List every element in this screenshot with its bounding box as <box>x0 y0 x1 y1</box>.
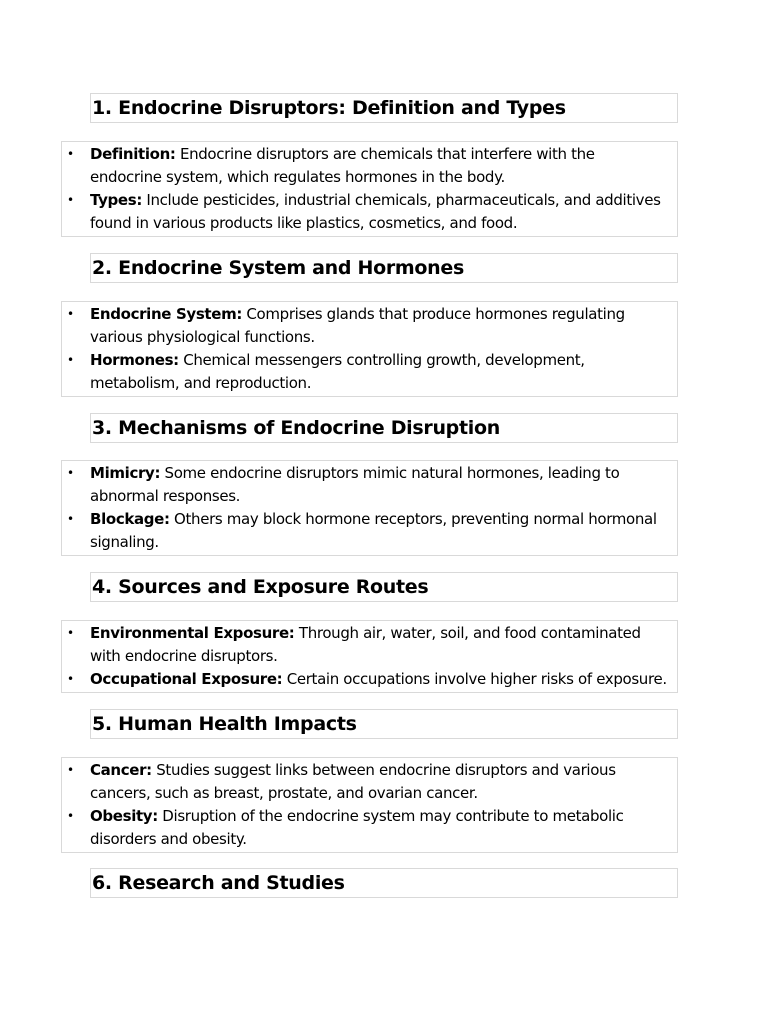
item-text-continued: metabolism, and reproduction. <box>90 374 312 392</box>
section-1-heading <box>90 93 678 123</box>
item-term: Endocrine System: <box>90 305 243 323</box>
item-term: Obesity: <box>90 807 158 825</box>
bullet-icon: • <box>67 307 74 321</box>
section-2-heading <box>90 253 678 283</box>
section-2-list <box>61 301 678 397</box>
list-item <box>62 759 677 805</box>
section-4-list <box>61 620 678 693</box>
section-heading-text: 4. Sources and Exposure Routes <box>92 575 429 598</box>
list-item <box>62 622 677 668</box>
list-item <box>62 462 677 508</box>
bullet-icon: • <box>67 763 74 777</box>
bullet-icon: • <box>67 809 74 823</box>
list-item <box>62 508 677 554</box>
item-text: Some endocrine disruptors mimic natural hormones, leading to <box>160 464 620 482</box>
section-1-list <box>61 141 678 237</box>
item-term: Types: <box>90 191 142 209</box>
bullet-icon: • <box>67 626 74 640</box>
item-term: Hormones: <box>90 351 179 369</box>
bullet-icon: • <box>67 193 74 207</box>
item-text-continued: signaling. <box>90 533 159 551</box>
list-item <box>62 303 677 349</box>
item-text-continued: cancers, such as breast, prostate, and ovarian cancer. <box>90 784 478 802</box>
list-item <box>62 143 677 189</box>
item-text-continued: disorders and obesity. <box>90 830 247 848</box>
bullet-icon: • <box>67 672 74 686</box>
item-text-continued: with endocrine disruptors. <box>90 647 278 665</box>
section-6-heading <box>90 868 678 898</box>
section-3-heading <box>90 413 678 443</box>
bullet-icon: • <box>67 147 74 161</box>
section-5-list <box>61 757 678 853</box>
list-item <box>62 349 677 395</box>
section-3-list <box>61 460 678 556</box>
list-item <box>62 189 677 235</box>
item-text: Others may block hormone receptors, preventing normal hormonal <box>169 510 657 528</box>
item-term: Environmental Exposure: <box>90 624 295 642</box>
item-text: Include pesticides, industrial chemicals, pharmaceuticals, and additives <box>141 191 661 209</box>
bullet-icon: • <box>67 353 74 367</box>
item-term: Definition: <box>90 145 176 163</box>
item-text-continued: abnormal responses. <box>90 487 241 505</box>
item-text-continued: found in various products like plastics, cosmetics, and food. <box>90 214 518 232</box>
item-term: Blockage: <box>90 510 170 528</box>
item-text: Through air, water, soil, and food contaminated <box>294 624 641 642</box>
item-term: Cancer: <box>90 761 152 779</box>
item-text-continued: various physiological functions. <box>90 328 315 346</box>
item-term: Mimicry: <box>90 464 161 482</box>
section-heading-text: 3. Mechanisms of Endocrine Disruption <box>92 416 500 439</box>
item-term: Occupational Exposure: <box>90 670 283 688</box>
list-item <box>62 668 677 691</box>
section-heading-text: 1. Endocrine Disruptors: Definition and Types <box>92 96 566 119</box>
item-text-continued: endocrine system, which regulates hormones in the body. <box>90 168 505 186</box>
list-item <box>62 805 677 851</box>
bullet-icon: • <box>67 466 74 480</box>
item-text: Studies suggest links between endocrine disruptors and various <box>151 761 616 779</box>
section-heading-text: 6. Research and Studies <box>92 871 345 894</box>
bullet-icon: • <box>67 512 74 526</box>
item-text: Comprises glands that produce hormones regulating <box>242 305 625 323</box>
section-4-heading <box>90 572 678 602</box>
section-heading-text: 5. Human Health Impacts <box>92 712 357 735</box>
item-text: Certain occupations involve higher risks of exposure. <box>282 670 667 688</box>
section-heading-text: 2. Endocrine System and Hormones <box>92 256 465 279</box>
item-text: Disruption of the endocrine system may contribute to metabolic <box>157 807 624 825</box>
item-text: Chemical messengers controlling growth, development, <box>178 351 585 369</box>
section-5-heading <box>90 709 678 739</box>
item-text: Endocrine disruptors are chemicals that interfere with the <box>175 145 595 163</box>
